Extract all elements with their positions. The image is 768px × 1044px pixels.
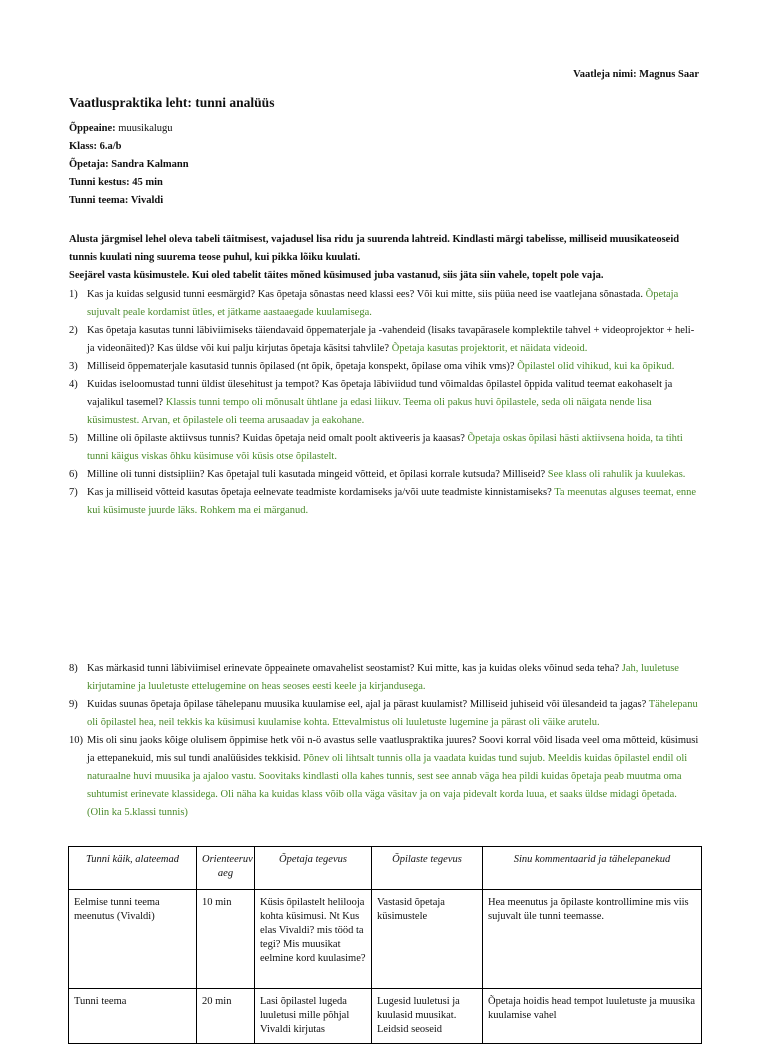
page-title: Vaatluspraktika leht: tunni analüüs [69,95,275,110]
answer-text: Tähelepanu oli õpilastel hea, neil tekkis ka küsimusi kuulamise kohta. Ettevalmistus oli luuletuste lugemine ja pärast oli väike arutelu. [87,699,698,728]
table-cell: Lasi õpilastel lugeda luuletusi mille põhjal Vivaldi kirjutas [255,989,372,1044]
answer-text: Õpetaja kasutas projektorit, et näidata videoid. [389,343,588,354]
answer-text: Õpilastel olid vihikud, kui ka õpikud. [514,361,675,372]
table-cell: Eelmise tunni teema meenutus (Vivaldi) [69,890,197,989]
question-text: Kas ja kuidas selgusid tunni eesmärgid? Kas õpetaja sõnastas need klassi ees? Või kui mitte, siis püüa need ise vaatlejana sõnastada. [87,289,643,300]
meta-label: Õppeaine: [69,123,116,134]
question-number: 9) [69,699,78,710]
meta-label: Tunni teema: Vivaldi [69,195,164,206]
question-item [69,732,701,822]
table-row [69,989,702,1044]
answer-text: Põnev oli lihtsalt tunnis olla ja vaadata kuidas tund sujub. Meeldis kuidas õpilastel endil oli naturaalne huvi muusika ja ajaloo vastu. Soovitaks kindlasti olla kahes tunnis, sest see annab väga hea pildi kuidas õpetaja peab muutma oma suhtumist erinevate klassidega. Oli näha ka kuidas klass võib olla väga väsitav ja on vaja pidevalt korda luua, et saaks üldse midagi õpetada. (Olin ka 5.klassi tunnis) [87,753,688,818]
question-text: Kuidas iseloomustad tunni üldist ülesehitust ja tempot? Kas õpetaja läbiviidud tund võimaldas õpilastel õppida valitud teemat eakohaselt ja vajalikul tasemel? [87,379,673,408]
question-text: Milline oli tunni distsipliin? Kas õpetajal tuli kasutada mingeid võtteid, et õpilasi korrale kutsuda? Milliseid? [87,469,546,480]
table-header-row [69,847,702,890]
instructions [69,231,701,285]
table-cell: 20 min [197,989,255,1044]
answer-text: Õpetaja sujuvalt peale kordamist ütles, et jätkame aastaaegade kuulamisega. [87,289,679,318]
meta-class [69,138,699,156]
question-list-top [69,286,701,520]
question-item [69,322,701,358]
meta-value: muusikalugu [115,123,173,134]
question-number: 5) [69,433,78,444]
answer-text: Ta meenutas alguses teemat, enne kui küsimuste juurde läks. Rohkem ma ei märganud. [87,487,697,516]
question-text: Kuidas suunas õpetaja õpilase tähelepanu muusika kuulamise eel, ajal ja pärast kuulamist? Milliseid juhiseid või ülesandeid ta jagas? [87,699,647,710]
question-item [69,696,701,732]
table-cell: Tunni teema [69,989,197,1044]
question-number: 3) [69,361,78,372]
table-cell: Küsis õpilastelt helilooja kohta küsimusi. Nt Kus elas Vivaldi? mis tööd ta tegi? Mis muusikat eelmine kord kuulasime? [255,890,372,989]
meta-subject [69,120,699,138]
question-text: Kas õpetaja kasutas tunni läbiviimiseks täiendavaid õppematerjale ja -vahendeid (lisaks tavapärasele komplektile tahvel + videoprojektor + heli- ja videonäited)? Kas üldse või kui palju kirjutas õpetaja käsitsi tahvlile? [87,325,695,354]
answer-text: Jah, luuletuse kirjutamine ja luuletuste ettelugemine on heas seoses eesti keele ja kirjandusega. [87,663,679,692]
table-cell: Õpetaja hoidis head tempot luuletuste ja muusika kuulamise vahel [483,989,702,1044]
column-header: Õpilaste tegevus [372,847,483,890]
question-number: 7) [69,487,78,498]
meta-label: Klass: 6.a/b [69,141,122,152]
table-cell: Hea meenutus ja õpilaste kontrollimine mis viis sujuvalt üle tunni teemasse. [483,890,702,989]
question-item [69,660,701,696]
column-header: Tunni käik, alateemad [69,847,197,890]
question-text: Milline oli õpilaste aktiivsus tunnis? Kuidas õpetaja neid omalt poolt aktiveeris ja kaasas? [87,433,465,444]
table-cell: Vastasid õpetaja küsimustele [372,890,483,989]
meta-label: Tunni kestus: 45 min [69,177,163,188]
question-item [69,484,701,520]
question-item [69,430,701,466]
question-item [69,358,701,376]
question-list-bottom [69,660,701,822]
instruction-paragraph: Seejärel vasta küsimustele. Kui oled tabelit täites mõned küsimused juba vastanud, siis jäta siin vahele, topelt pole vaja. [69,270,604,281]
question-text: Kas ja milliseid võtteid kasutas õpetaja eelnevate teadmiste kordamiseks ja/või uute teadmiste kinnistamiseks? [87,487,552,498]
column-header: Orienteeruv aeg [197,847,255,890]
question-text: Mis oli sinu jaoks kõige olulisem õppimise hetk või n-ö avastus selle vaatluspraktika juures? Soovi korral võid lisada veel oma mõtteid, küsimusi ja ettepanekuid, mis sul tundi analüüsides tekkisid. [87,735,699,764]
question-text: Kas märkasid tunni läbiviimisel erinevate õppeainete omavahelist seostamist? Kui mitte, kas ja kuidas oleks võinud seda teha? [87,663,620,674]
table-row [69,890,702,989]
table-cell: 10 min [197,890,255,989]
question-number: 1) [69,289,78,300]
question-item [69,286,701,322]
table-cell: Lugesid luuletusi ja kuulasid muusikat. Leidsid seoseid [372,989,483,1044]
meta-label: Õpetaja: Sandra Kalmann [69,159,189,170]
lesson-info [69,120,699,210]
question-item [69,376,701,430]
answer-text: Õpetaja oskas õpilasi hästi aktiivsena hoida, ta tihti tunni käigus viskas õhku küsimuse või küsis otse õpilastelt. [87,433,683,462]
answer-text: Klassis tunni tempo oli mõnusalt ühtlane ja edasi liikuv. Teema oli pakus huvi õpilastele, seda oli näigata nende lisa küsimustest. Arvan, et õpilastele oli teema arusaadav ja eakohane. [87,397,652,426]
meta-topic [69,192,699,210]
question-number: 2) [69,325,78,336]
question-number: 10) [69,735,83,746]
meta-duration [69,174,699,192]
answer-text: See klass oli rahulik ja kuulekas. [545,469,686,480]
question-number: 6) [69,469,78,480]
observer-name: Vaatleja nimi: Magnus Saar [573,69,699,80]
column-header: Sinu kommentaarid ja tähelepanekud [483,847,702,890]
lesson-table [68,846,702,1044]
meta-teacher [69,156,699,174]
column-header: Õpetaja tegevus [255,847,372,890]
instruction-paragraph: Alusta järgmisel lehel oleva tabeli täitmisest, vajadusel lisa ridu ja suurenda lahtreid. Kindlasti märgi tabelisse, milliseid muusikateoseid tunnis kuulati ning suurema teose puhul, kui pikka lõiku kuulati. [69,234,680,263]
question-item [69,466,701,484]
question-number: 4) [69,379,78,390]
question-text: Milliseid õppematerjale kasutasid tunnis õpilased (nt õpik, õpetaja konspekt, õpilase oma vihik vms)? [87,361,515,372]
question-number: 8) [69,663,78,674]
